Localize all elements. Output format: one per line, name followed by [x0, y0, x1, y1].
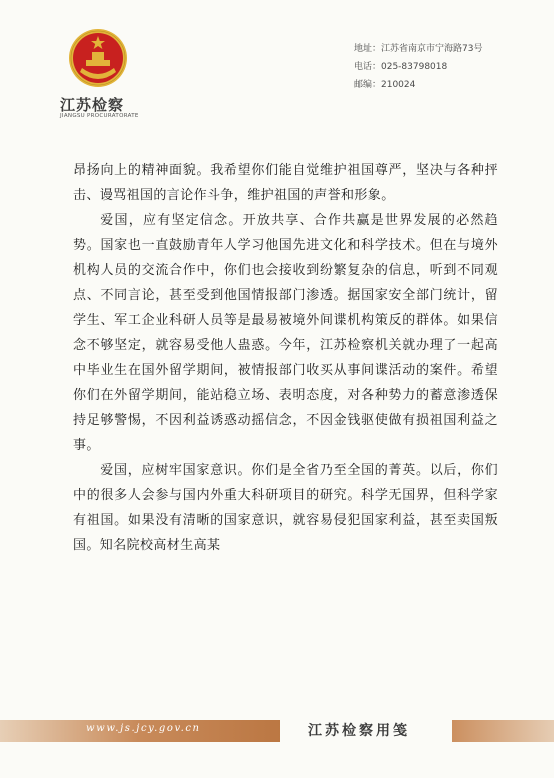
phone-text: 电话：025-83798018 — [354, 62, 448, 72]
address-text: 地址：江苏省南京市宁海路73号 — [354, 44, 483, 54]
footer-bar — [0, 720, 554, 742]
paragraph: 昂扬向上的精神面貌。我希望你们能自觉维护祖国尊严，坚决与各种抨击、谩骂祖国的言论作斗争，维护祖国的声誉和形象。 — [73, 163, 498, 203]
contact-block — [354, 40, 482, 94]
paragraph: 爱国，应树牢国家意识。你们是全省乃至全国的菁英。以后，你们中的很多人会参与国内外重大科研项目的研究。科学无国界，但科学家有祖国。如果没有清晰的国家意识，就容易侵犯国家利益，甚至卖国叛国。知名院校高材生高某 — [73, 463, 498, 553]
brand-name-en: JIANGSU PROCURATORATE — [60, 113, 139, 119]
footer-label: 江苏检察用笺 — [308, 723, 410, 739]
procuratorate-emblem-icon — [68, 28, 128, 88]
letter-body — [73, 158, 498, 558]
brand-name-cn: 江苏检察 — [60, 96, 125, 114]
footer-url: www.js.jcy.gov.cn — [86, 723, 201, 734]
paragraph: 爱国，应有坚定信念。开放共享、合作共赢是世界发展的必然趋势。国家也一直鼓励青年人学习他国先进文化和科学技术。但在与境外机构人员的交流合作中，你们也会接收到纷繁复杂的信息，听到不同观点、不同言论，甚至受到他国情报部门渗透。据国家安全部门统计，留学生、军工企业科研人员等是最易被境外间谍机构策反的群体。如果信念不够坚定，就容易受他人蛊惑。今年，江苏检察机关就办理了一起高中毕业生在国外留学期间，被情报部门收买从事间谍活动的案件。希望你们在外留学期间，能站稳立场、表明态度，对各种势力的蓄意渗透保持足够警惕，不因利益诱惑动摇信念，不因金钱驱使做有损祖国利益之事。 — [73, 213, 498, 453]
postcode-text: 邮编：210024 — [354, 80, 416, 90]
